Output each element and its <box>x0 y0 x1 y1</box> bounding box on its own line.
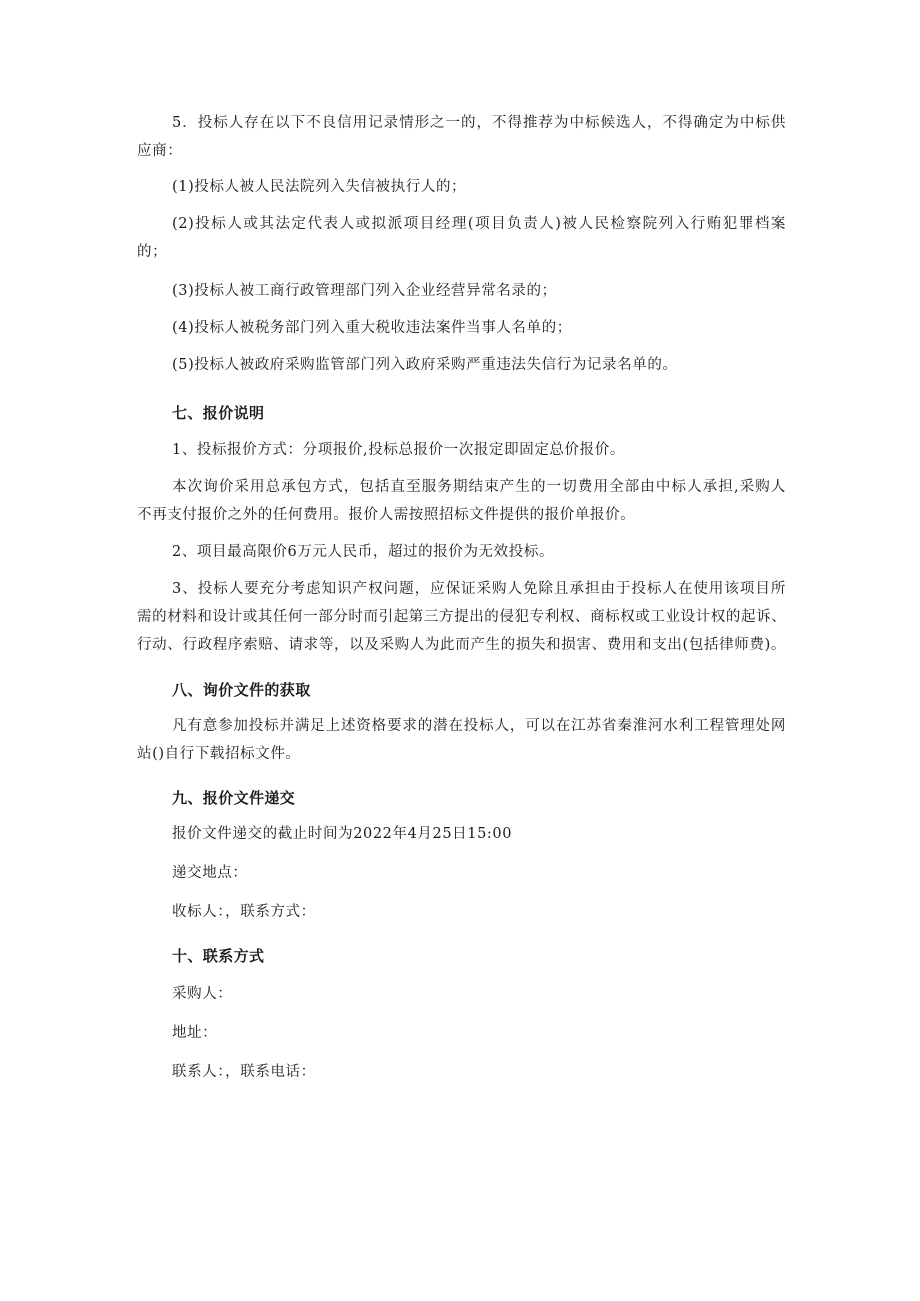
pricing-method: 1、投标报价方式：分项报价,投标总报价一次报定即固定总价报价。 <box>172 442 625 458</box>
pricing-contract-line2: 不再支付报价之外的任何费用。报价人需按照招标文件提供的报价单报价。 <box>137 507 636 523</box>
contact-person-phone: 联系人：，联系电话： <box>172 1064 316 1080</box>
section-heading-7: 七、报价说明 <box>172 404 265 422</box>
submission-receiver: 收标人：，联系方式： <box>172 904 316 920</box>
credit-item-3: (3)投标人被工商行政管理部门列入企业经营异常名录的； <box>172 283 557 299</box>
credit-item-5: (5)投标人被政府采购监管部门列入政府采购严重违法失信行为记录名单的。 <box>172 357 678 373</box>
contact-address: 地址： <box>172 1025 218 1041</box>
section-heading-10: 十、联系方式 <box>172 947 265 965</box>
credit-item-2-line2: 的； <box>137 244 168 260</box>
price-cap: 2、项目最高限价6万元人民币，超过的报价为无效投标。 <box>172 544 555 560</box>
section-heading-8: 八、询价文件的获取 <box>172 681 311 699</box>
ip-clause-line1: 3、投标人要充分考虑知识产权问题，应保证采购人免除且承担由于投标人在使用该项目所 <box>172 581 786 597</box>
ip-clause-line3: 行动、行政程序索赔、请求等，以及采购人为此而产生的损失和损害、费用和支出(包括律师费)。 <box>137 637 786 653</box>
section-heading-9: 九、报价文件递交 <box>172 789 296 807</box>
credit-item-4: (4)投标人被税务部门列入重大税收违法案件当事人名单的； <box>172 320 572 336</box>
credit-item-1: (1)投标人被人民法院列入失信被执行人的； <box>172 179 467 195</box>
document-acquisition-line1: 凡有意参加投标并满足上述资格要求的潜在投标人，可以在江苏省秦淮河水利工程管理处网 <box>172 718 786 734</box>
paragraph-credit-intro-line1: 5．投标人存在以下不良信用记录情形之一的，不得推荐为中标候选人，不得确定为中标供 <box>172 115 786 131</box>
ip-clause-line2: 需的材料和设计或其任何一部分时而引起第三方提出的侵犯专利权、商标权或工业设计权的起诉、 <box>137 609 787 625</box>
paragraph-credit-intro-line2: 应商： <box>137 143 183 159</box>
submission-deadline: 报价文件递交的截止时间为2022年4月25日15:00 <box>172 826 513 842</box>
pricing-contract-line1: 本次询价采用总承包方式，包括直至服务期结束产生的一切费用全部由中标人承担,采购人 <box>172 479 786 495</box>
document-acquisition-line2: 站()自行下载招标文件。 <box>137 746 301 762</box>
credit-item-2-line1: (2)投标人或其法定代表人或拟派项目经理(项目负责人)被人民检察院列入行贿犯罪档案 <box>172 216 786 232</box>
contact-purchaser: 采购人： <box>172 986 233 1002</box>
submission-location: 递交地点： <box>172 865 248 881</box>
